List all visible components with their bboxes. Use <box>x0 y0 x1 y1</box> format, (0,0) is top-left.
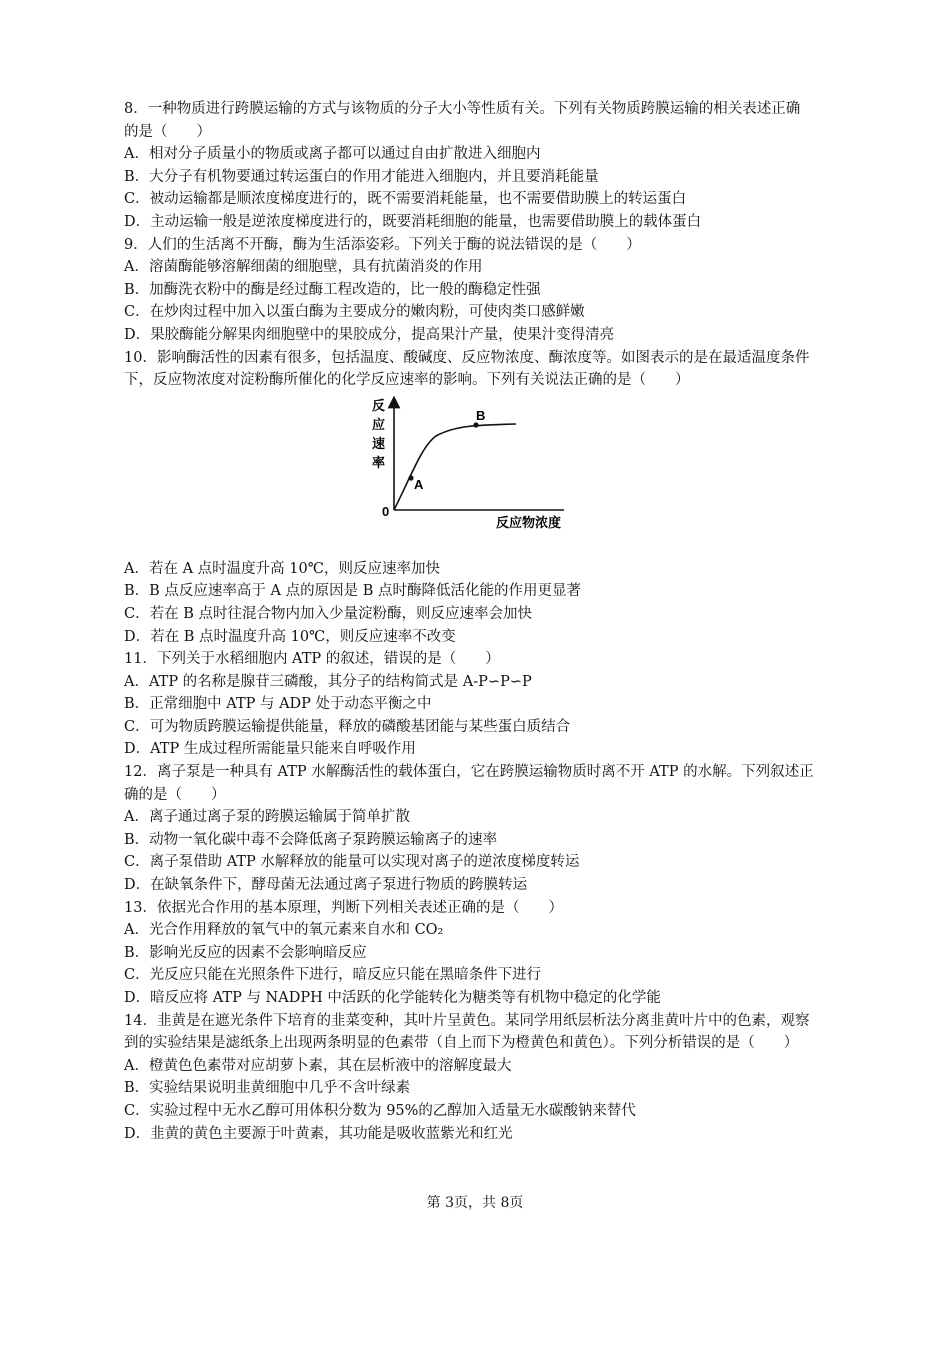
question-9-stem: 9．人们的生活离不开酶，酶为生活添姿彩。下列关于酶的说法错误的是（ ） <box>124 236 641 253</box>
question-13-stem: 13．依据光合作用的基本原理，判断下列相关表述正确的是（ ） <box>124 899 563 916</box>
x-axis-label: 反应物浓度 <box>496 514 562 530</box>
question-12-option-c: C．离子泵借助 ATP 水解释放的能量可以实现对离子的逆浓度梯度转运 <box>124 854 580 871</box>
question-11-option-b: B．正常细胞中 ATP 与 ADP 处于动态平衡之中 <box>124 696 432 713</box>
question-12-option-a: A．离子通过离子泵的跨膜运输属于简单扩散 <box>124 809 410 826</box>
question-11-option-d: D．ATP 生成过程所需能量只能来自呼吸作用 <box>124 741 416 758</box>
question-14-stem: 14．韭黄是在遮光条件下培育的韭菜变种，其叶片呈黄色。某同学用纸层析法分离韭黄叶片中的色素，观察到的实验结果是滤纸条上出现两条明显的色素带（自上而下为橙黄色和黄色）。下列分析错误的是（ ） <box>124 1012 810 1052</box>
reaction-rate-figure <box>124 394 814 554</box>
question-13-option-b: B．影响光反应的因素不会影响暗反应 <box>124 944 367 961</box>
question-10-option-a: A．若在 A 点时温度升高 10℃，则反应速率加快 <box>124 560 440 577</box>
question-14-option-a: A．橙黄色色素带对应胡萝卜素，其在层析液中的溶解度最大 <box>124 1057 512 1074</box>
question-8-option-d: D．主动运输一般是逆浓度梯度进行的，既要消耗细胞的能量，也需要借助膜上的载体蛋白 <box>124 213 702 230</box>
question-11-option-a: A．ATP 的名称是腺苷三磷酸，其分子的结构简式是 A-P∽P∽P <box>124 673 532 690</box>
origin-label: 0 <box>382 503 390 519</box>
svg-text:应: 应 <box>372 416 386 432</box>
question-10-option-c: C．若在 B 点时往混合物内加入少量淀粉酶，则反应速率会加快 <box>124 605 532 622</box>
question-10-stem: 10．影响酶活性的因素有很多，包括温度、酸碱度、反应物浓度、酶浓度等。如图表示的是在最适温度条件下，反应物浓度对淀粉酶所催化的化学反应速率的影响。下列有关说法正确的是（ ） <box>124 349 810 389</box>
question-13-option-a: A．光合作用释放的氧气中的氧元素来自水和 CO₂ <box>124 922 444 939</box>
question-9-option-b: B．加酶洗衣粉中的酶是经过酶工程改造的，比一般的酶稳定性强 <box>124 281 541 298</box>
question-12-option-d: D．在缺氧条件下，酵母菌无法通过离子泵进行物质的跨膜转运 <box>124 877 528 894</box>
question-9-option-c: C．在炒肉过程中加入以蛋白酶为主要成分的嫩肉粉，可使肉类口感鲜嫩 <box>124 304 585 321</box>
question-8-option-b: B．大分子有机物要通过转运蛋白的作用才能进入细胞内，并且要消耗能量 <box>124 168 599 185</box>
question-11-stem: 11．下列关于水稻细胞内 ATP 的叙述，错误的是（ ） <box>124 651 500 668</box>
svg-text:反: 反 <box>372 397 386 413</box>
question-list <box>124 98 814 1145</box>
question-8-option-a: A．相对分子质量小的物质或离子都可以通过自由扩散进入细胞内 <box>124 146 541 163</box>
svg-text:率: 率 <box>372 454 386 470</box>
question-14-option-d: D．韭黄的黄色主要源于叶黄素，其功能是吸收蓝紫光和红光 <box>124 1125 513 1142</box>
svg-text:速: 速 <box>372 435 386 451</box>
question-10-option-b: B．B 点反应速率高于 A 点的原因是 B 点时酶降低活化能的作用更显著 <box>124 583 581 600</box>
question-12-stem: 12．离子泵是一种具有 ATP 水解酶活性的载体蛋白，它在跨膜运输物质时离不开 ATP 的水解。下列叙述正确的是（ ） <box>124 764 814 803</box>
question-11-option-c: C．可为物质跨膜运输提供能量，释放的磷酸基团能与某些蛋白质结合 <box>124 718 571 735</box>
point-a-label: A <box>414 476 424 492</box>
point-b-label: B <box>476 407 486 423</box>
question-9-option-a: A．溶菌酶能够溶解细菌的细胞壁，具有抗菌消炎的作用 <box>124 259 483 276</box>
point-a-marker <box>408 475 413 480</box>
question-12-option-b: B．动物一氧化碳中毒不会降低离子泵跨膜运输离子的速率 <box>124 831 498 848</box>
question-8-option-c: C．被动运输都是顺浓度梯度进行的，既不需要消耗能量，也不需要借助膜上的转运蛋白 <box>124 191 687 208</box>
question-13-option-c: C．光反应只能在光照条件下进行，暗反应只能在黑暗条件下进行 <box>124 967 542 984</box>
point-b-marker <box>473 422 478 427</box>
question-10-option-d: D．若在 B 点时温度升高 10℃，则反应速率不改变 <box>124 628 456 645</box>
question-14-option-b: B．实验结果说明韭黄细胞中几乎不含叶绿素 <box>124 1080 411 1097</box>
question-9-option-d: D．果胶酶能分解果肉细胞壁中的果胶成分，提高果汁产量，使果汁变得清亮 <box>124 326 615 343</box>
question-14-option-c: C．实验过程中无水乙醇可用体积分数为 95%的乙醇加入适量无水碳酸钠来替代 <box>124 1102 636 1119</box>
question-13-option-d: D．暗反应将 ATP 与 NADPH 中活跃的化学能转化为糖类等有机物中稳定的化学能 <box>124 990 661 1006</box>
rate-curve-graph <box>364 394 574 554</box>
question-8-stem: 8．一种物质进行跨膜运输的方式与该物质的分子大小等性质有关。下列有关物质跨膜运输的相关表述正确的是（ ） <box>124 101 801 140</box>
y-axis-label <box>372 398 385 470</box>
rate-curve <box>394 424 516 510</box>
page-footer: 第 3页，共 8页 <box>426 1195 524 1211</box>
